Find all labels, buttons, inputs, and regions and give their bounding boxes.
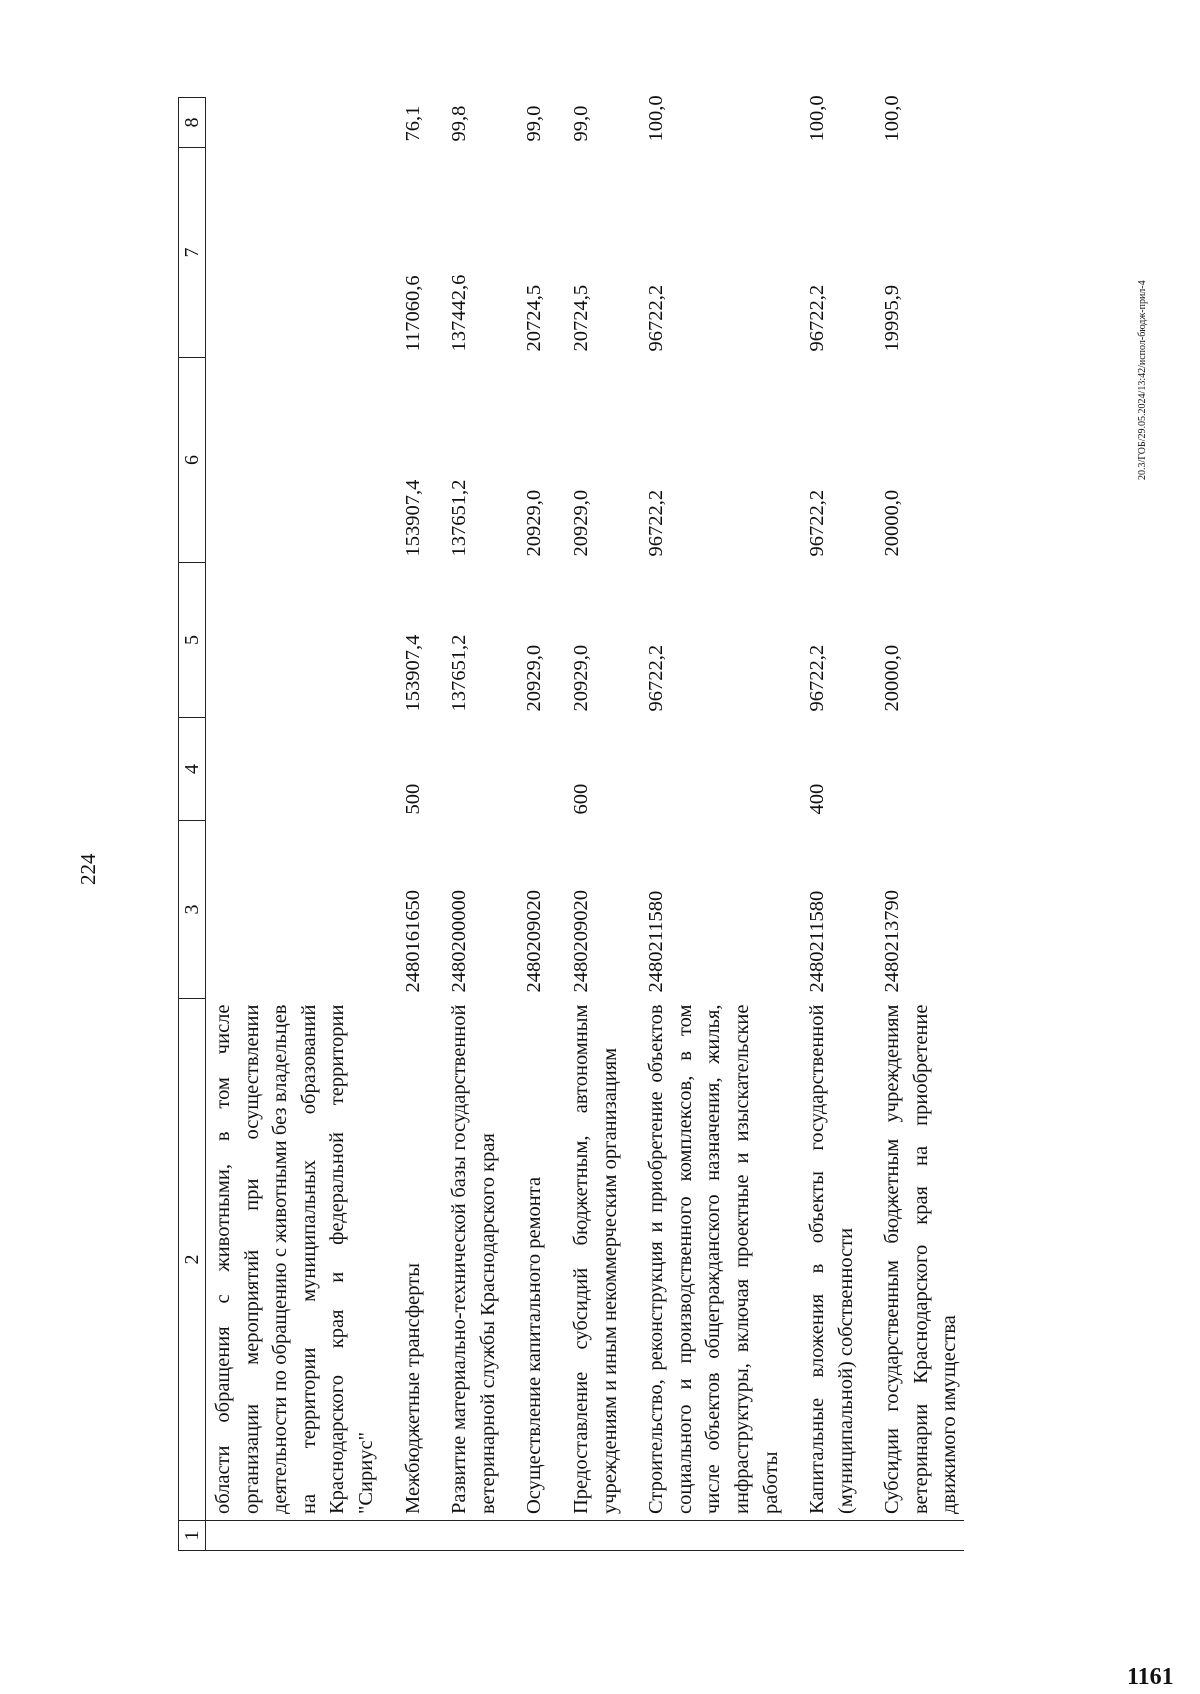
expense-type xyxy=(639,718,785,821)
execution-percent: 99,8 xyxy=(448,105,471,142)
page-number: 224 xyxy=(76,853,100,885)
approved-amount: 137651,2 xyxy=(448,634,471,712)
approved-amount: 20929,0 xyxy=(523,644,546,712)
execution-percent: 100,0 xyxy=(806,95,829,142)
executed-amount: 19995,9 xyxy=(881,284,904,352)
table-header-row xyxy=(179,98,206,1551)
column-number-1: 1 xyxy=(179,1521,206,1551)
table-row xyxy=(442,98,502,1551)
expense-type xyxy=(206,718,381,821)
approved-amount xyxy=(206,563,381,718)
expense-name: Капитальные вложения в объекты государственной (муниципальной) собственности xyxy=(806,1004,857,1514)
sheet-number: 1161 xyxy=(1127,1664,1174,1690)
column-number-3: 3 xyxy=(179,821,206,999)
column-number-4: 4 xyxy=(179,718,206,821)
target-article-code xyxy=(206,821,381,999)
execution-percent: 99,0 xyxy=(569,105,592,142)
target-article-code: 2480211580 xyxy=(645,890,668,993)
expense-type: 600 xyxy=(569,783,592,815)
column-number-6: 6 xyxy=(179,358,206,563)
target-article-code: 2480161650 xyxy=(401,890,424,993)
table-row xyxy=(396,98,428,1551)
budget-execution-table xyxy=(178,97,964,1551)
execution-percent xyxy=(206,98,381,148)
execution-percent: 76,1 xyxy=(401,105,424,142)
target-article-code: 2480209020 xyxy=(523,890,546,993)
executed-amount: 20724,5 xyxy=(523,284,546,352)
target-article-code: 2480213790 xyxy=(881,890,904,993)
expense-type xyxy=(875,718,964,821)
table-row xyxy=(800,98,860,1551)
target-article-code: 2480209020 xyxy=(569,890,592,993)
executed-amount: 137442,6 xyxy=(448,274,471,352)
approved-amount: 20929,0 xyxy=(569,644,592,712)
approved-amount: 96722,2 xyxy=(806,644,829,712)
document-footer-code: 20.3/ГОБ/29.05.2024/13:42/испол-бюдж-прил-4 xyxy=(1137,280,1148,480)
budget-allocation: 96722,2 xyxy=(645,489,668,557)
budget-allocation: 20929,0 xyxy=(569,489,592,557)
budget-allocation: 20929,0 xyxy=(523,489,546,557)
approved-amount: 153907,4 xyxy=(401,634,424,712)
budget-allocation: 153907,4 xyxy=(401,479,424,557)
table-row xyxy=(639,98,785,1551)
table-row xyxy=(206,98,381,1551)
execution-percent: 99,0 xyxy=(523,105,546,142)
executed-amount: 96722,2 xyxy=(645,284,668,352)
table-row xyxy=(564,98,624,1551)
execution-percent: 100,0 xyxy=(881,95,904,142)
table-row xyxy=(517,98,549,1551)
budget-allocation xyxy=(206,358,381,563)
approved-amount: 96722,2 xyxy=(645,644,668,712)
target-article-code: 2480211580 xyxy=(806,890,829,993)
expense-type xyxy=(517,718,549,821)
expense-type xyxy=(442,718,502,821)
execution-percent: 100,0 xyxy=(645,95,668,142)
expense-name: Предоставление субсидий бюджетным, автономным учреждениям и иным некоммерческим организациям xyxy=(569,1004,621,1514)
column-number-2: 2 xyxy=(179,999,206,1521)
expense-name: Субсидии государственным бюджетным учреждениям ветеринарии Краснодарского края на приобретение движимого имущества xyxy=(881,1004,961,1514)
column-number-8: 8 xyxy=(179,98,206,148)
expense-type: 400 xyxy=(806,783,829,815)
approved-amount: 20000,0 xyxy=(881,644,904,712)
expense-name: Развитие материально-технической базы государственной ветеринарной службы Краснодарского края xyxy=(448,1004,499,1514)
executed-amount: 20724,5 xyxy=(569,284,592,352)
executed-amount: 117060,6 xyxy=(401,275,424,352)
budget-allocation: 20000,0 xyxy=(881,489,904,557)
expense-type: 500 xyxy=(401,783,424,815)
expense-name: Осуществление капитального ремонта xyxy=(523,1176,546,1514)
budget-allocation: 96722,2 xyxy=(806,489,829,557)
budget-allocation: 137651,2 xyxy=(448,479,471,557)
table-row xyxy=(875,98,964,1551)
column-number-7: 7 xyxy=(179,148,206,358)
expense-name: области обращения с животными, в том числе организации мероприятий при осуществлении деятельности по обращению с животными без владельцев на территории муниципальных образований Краснодарского края и федеральной территории "Сириус" xyxy=(212,1004,377,1514)
expense-name: Строительство, реконструкция и приобретение объектов социального и производственного комплексов, в том числе объектов общегражданского назначения, жилья, инфраструктуры, включая проектные и изыскательские работы xyxy=(645,1004,782,1514)
expense-name: Межбюджетные трансферты xyxy=(401,1263,424,1514)
target-article-code: 2480200000 xyxy=(448,890,471,993)
executed-amount xyxy=(206,148,381,358)
executed-amount: 96722,2 xyxy=(806,284,829,352)
column-number-5: 5 xyxy=(179,563,206,718)
